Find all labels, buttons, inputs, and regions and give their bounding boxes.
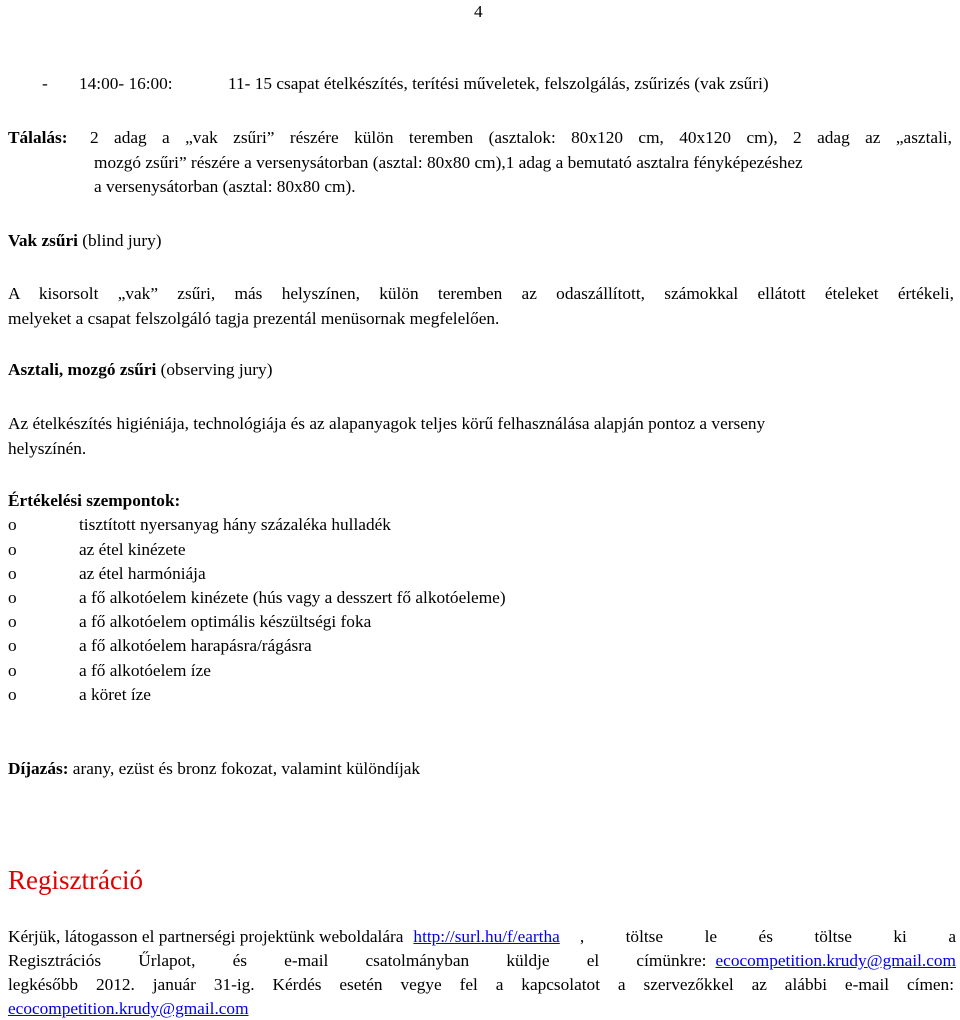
regisztracio-line-2	[8, 951, 956, 971]
list-item-text: a fő alkotóelem íze	[79, 661, 211, 680]
asztali-heading: Asztali, mozgó zsűri (observing jury)	[8, 360, 273, 379]
list-item	[0, 612, 960, 636]
bullet-marker: o	[8, 636, 17, 655]
list-item-text: a fő alkotóelem harapásra/rágásra	[79, 636, 312, 655]
list-item	[0, 685, 960, 709]
bullet-marker: o	[8, 588, 17, 607]
list-item-text: az étel kinézete	[79, 540, 186, 559]
bullet-marker: o	[8, 540, 17, 559]
vak-zsuri-line-2: melyeket a csapat felszolgáló tagja prezentál menüsornak megfelelően.	[8, 309, 500, 328]
regisztracio-line-3: legkésőbb 2012. január 31-ig. Kérdés esetén vegye fel a kapcsolatot a szervezőkkel az alábbi e-mail címen:	[8, 975, 954, 994]
list-item-text: a fő alkotóelem kinézete (hús vagy a desszert fő alkotóeleme)	[79, 588, 506, 607]
list-item	[0, 636, 960, 660]
asztali-line-2: helyszínén.	[8, 439, 87, 458]
asztali-line-1: Az ételkészítés higiéniája, technológiája és az alapanyagok teljes körű felhasználása alapján pontoz a verseny	[8, 414, 766, 433]
regisztracio-text: Regisztrációs Űrlapot, és e-mail csatolmányban küldje el címünkre:	[8, 951, 707, 970]
talalas-line-2: mozgó zsűri” részére a versenysátorban (asztal: 80x80 cm),1 adag a bemutató asztalra fényképezéshez	[94, 153, 803, 172]
list-item	[0, 588, 960, 612]
list-item-text: tisztított nyersanyag hány százaléka hulladék	[79, 515, 391, 534]
regisztracio-text: , töltse le és töltse ki a	[579, 927, 956, 946]
talalas-line-1: 2 adag a „vak zsűri” részére külön teremben (asztalok: 80x120 cm, 40x120 cm), 2 adag az „asztali,	[90, 128, 952, 147]
schedule-dash: -	[42, 74, 48, 93]
regisztracio-line-1	[8, 927, 956, 947]
eartha-link[interactable]: http://surl.hu/f/eartha	[413, 927, 560, 946]
schedule-text: 11- 15 csapat ételkészítés, terítési műveletek, felszolgálás, zsűrizés (vak zsűri)	[228, 74, 769, 93]
dijazas-line: Díjazás: arany, ezüst és bronz fokozat, valamint különdíjak	[8, 759, 421, 778]
regisztracio-text: Kérjük, látogasson el partnerségi projektünk weboldalára	[8, 927, 404, 946]
list-item-text: a köret íze	[79, 685, 151, 704]
bullet-marker: o	[8, 564, 17, 583]
list-item	[0, 661, 960, 685]
email-link[interactable]: ecocompetition.krudy@gmail.com	[8, 999, 249, 1018]
list-item	[0, 564, 960, 588]
regisztracio-heading: Regisztráció	[8, 865, 143, 895]
vak-zsuri-heading: Vak zsűri (blind jury)	[8, 231, 162, 250]
vak-zsuri-line-1: A kisorsolt „vak” zsűri, más helyszínen, külön teremben az odaszállított, számokkal ellátott ételeket értékeli,	[8, 284, 954, 303]
bullet-marker: o	[8, 685, 17, 704]
bullet-marker: o	[8, 612, 17, 631]
bullet-marker: o	[8, 515, 17, 534]
talalas-label: Tálalás:	[8, 128, 68, 147]
schedule-time: 14:00- 16:00:	[79, 74, 173, 93]
talalas-line-3: a versenysátorban (asztal: 80x80 cm).	[94, 177, 356, 196]
regisztracio-line-4	[8, 999, 249, 1019]
list-item-text: az étel harmóniája	[79, 564, 206, 583]
page-number: 4	[474, 2, 483, 21]
ertekelesi-heading: Értékelési szempontok:	[8, 491, 181, 510]
bullet-marker: o	[8, 661, 17, 680]
email-link[interactable]: ecocompetition.krudy@gmail.com	[715, 951, 956, 970]
list-item-text: a fő alkotóelem optimális készültségi foka	[79, 612, 372, 631]
list-item	[0, 540, 960, 564]
list-item	[0, 515, 960, 539]
